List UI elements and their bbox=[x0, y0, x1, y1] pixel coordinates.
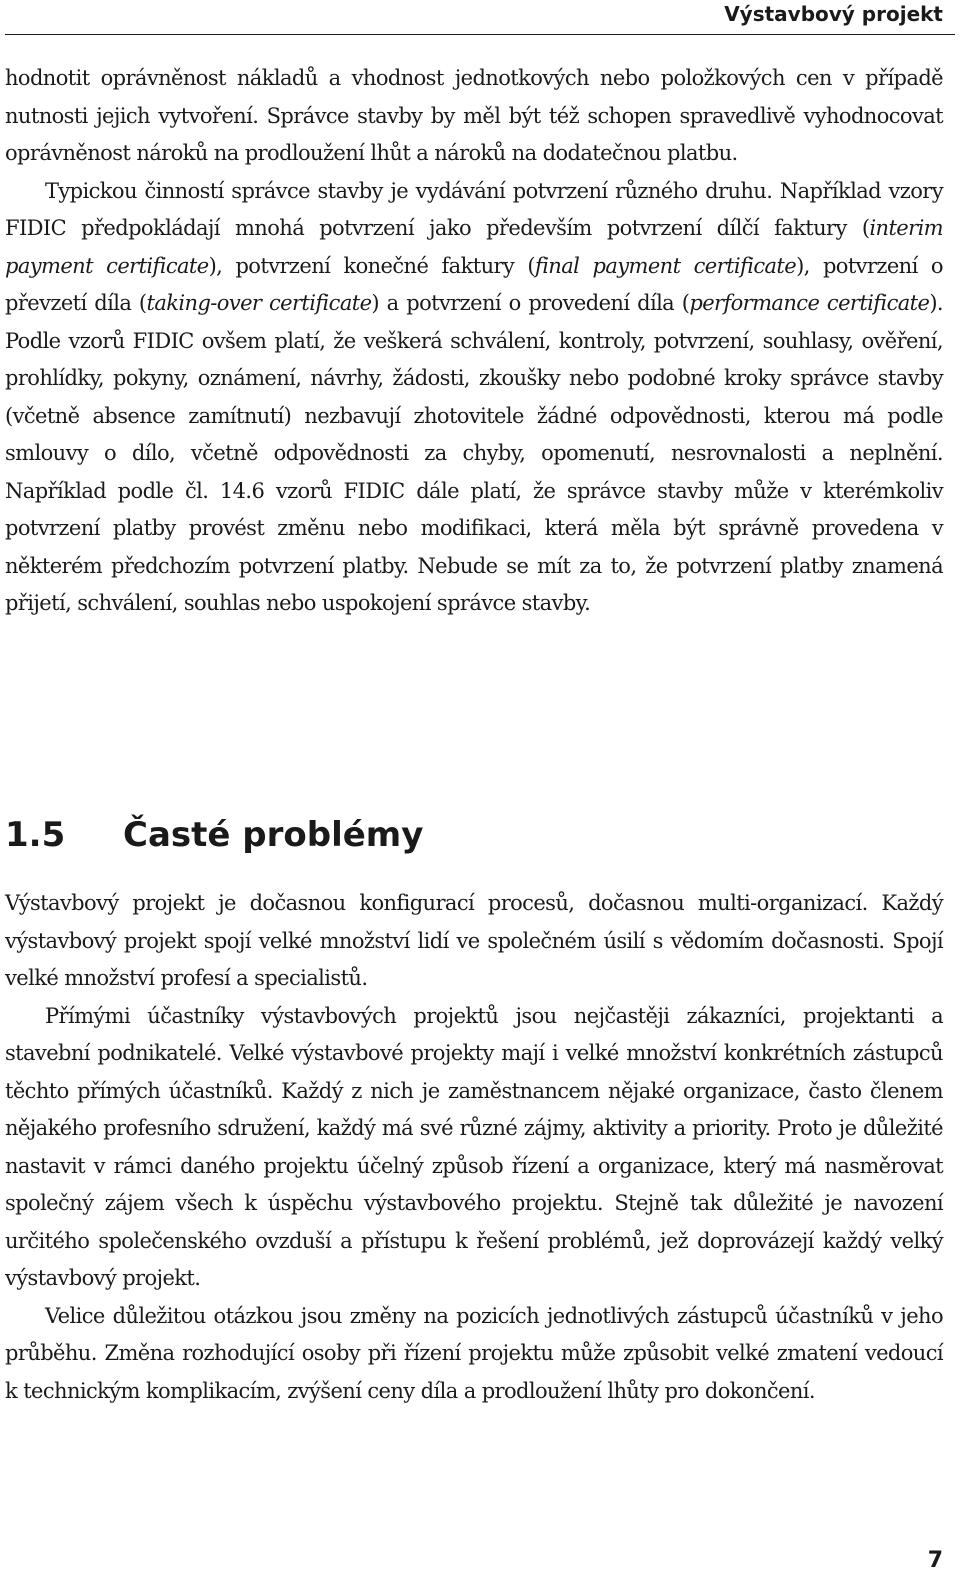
text-run: ). Podle vzorů FIDIC ovšem platí, že veškerá schválení, kontroly, potvrzení, souhlasy, ověření, prohlídky, pokyny, oznámení, návrhy, žádosti, zkoušky nebo podobné kroky správce stavby (včetně absence zamítnutí) nezbavují zhotovitele žádné odpovědnosti, kterou má podle smlouvy o dílo, včetně odpovědnosti za chyby, opomenutí, nesrovnalosti a neplnění. Například podle čl. 14.6 vzorů FIDIC dále platí, že správce stavby může v kterémkoliv potvrzení platby provést změnu nebo modifikaci, která měla být správně provedena v některém předchozím potvrzení platby. Nebude se mít za to, že potvrzení platby znamená přijetí, schválení, souhlas nebo uspokojení správce stavby. bbox=[5, 291, 944, 615]
text-run: ), potvrzení o převzetí díla ( bbox=[5, 253, 943, 315]
section-title: Časté problémy bbox=[123, 815, 424, 855]
running-header: Výstavbový projekt bbox=[724, 2, 943, 26]
page-number: 7 bbox=[927, 1548, 943, 1573]
italic-term: taking-over certificate bbox=[146, 291, 372, 315]
section-number: 1.5 bbox=[5, 815, 66, 855]
continued-text bbox=[5, 60, 943, 623]
section-body bbox=[5, 885, 943, 1410]
section-paragraph: Velice důležitou otázkou jsou změny na pozicích jednotlivých zástupců účastníků v jeho průběhu. Změna rozhodující osoby při řízení projektu může způsobit velké zmatení vedoucí k technickým komplikacím, zvýšení ceny díla a prodloužení lhůty pro dokončení. bbox=[5, 1303, 943, 1403]
section-paragraph: Přímými účastníky výstavbových projektů jsou nejčastěji zákazníci, projektanti a stavební podnikatelé. Velké výstavbové projekty mají i velké množství konkrétních zástupců těchto přímých účastníků. Každý z nich je zaměstnancem nějaké organizace, často členem nějakého profesního sdružení, každý má své různé zájmy, aktivity a priority. Proto je důležité nastavit v rámci daného projektu účelný způsob řízení a organizace, který má nasměrovat společný zájem všech k úspěchu výstavbového projektu. Stejně tak důležité je navození určitého společenského ovzduší a přístupu k řešení problémů, jež doprovázejí každý velký výstavbový projekt. bbox=[5, 1003, 943, 1290]
header-rule bbox=[5, 34, 955, 35]
paragraph-continued: hodnotit oprávněnost nákladů a vhodnost jednotkových nebo položkových cen v případě nutnosti jejich vytvoření. Správce stavby by měl být též schopen spravedlivě vyhodnocovat oprávněnost nároků na prodloužení lhůt a nároků na dodatečnou platbu. bbox=[5, 66, 943, 165]
italic-term: interim payment certificate bbox=[5, 216, 943, 278]
italic-term: final payment certificate bbox=[535, 253, 797, 278]
paragraph-certificates bbox=[5, 173, 943, 623]
text-run: ), potvrzení konečné faktury ( bbox=[208, 253, 536, 278]
text-run: Typickou činností správce stavby je vydávání potvrzení různého druhu. Například vzory FIDIC předpokládají mnohá potvrzení jako především potvrzení dílčí faktury ( bbox=[5, 178, 943, 240]
section-paragraph: Výstavbový projekt je dočasnou konfigurací procesů, dočasnou multi-organizací. Každý výstavbový projekt spojí velké množství lidí ve společném úsilí s vědomím dočasnosti. Spojí velké množství profesí a specialistů. bbox=[5, 891, 943, 990]
text-run: ) a potvrzení o provedení díla ( bbox=[371, 291, 690, 315]
section-heading bbox=[5, 804, 943, 866]
italic-term: performance certificate bbox=[689, 291, 930, 315]
